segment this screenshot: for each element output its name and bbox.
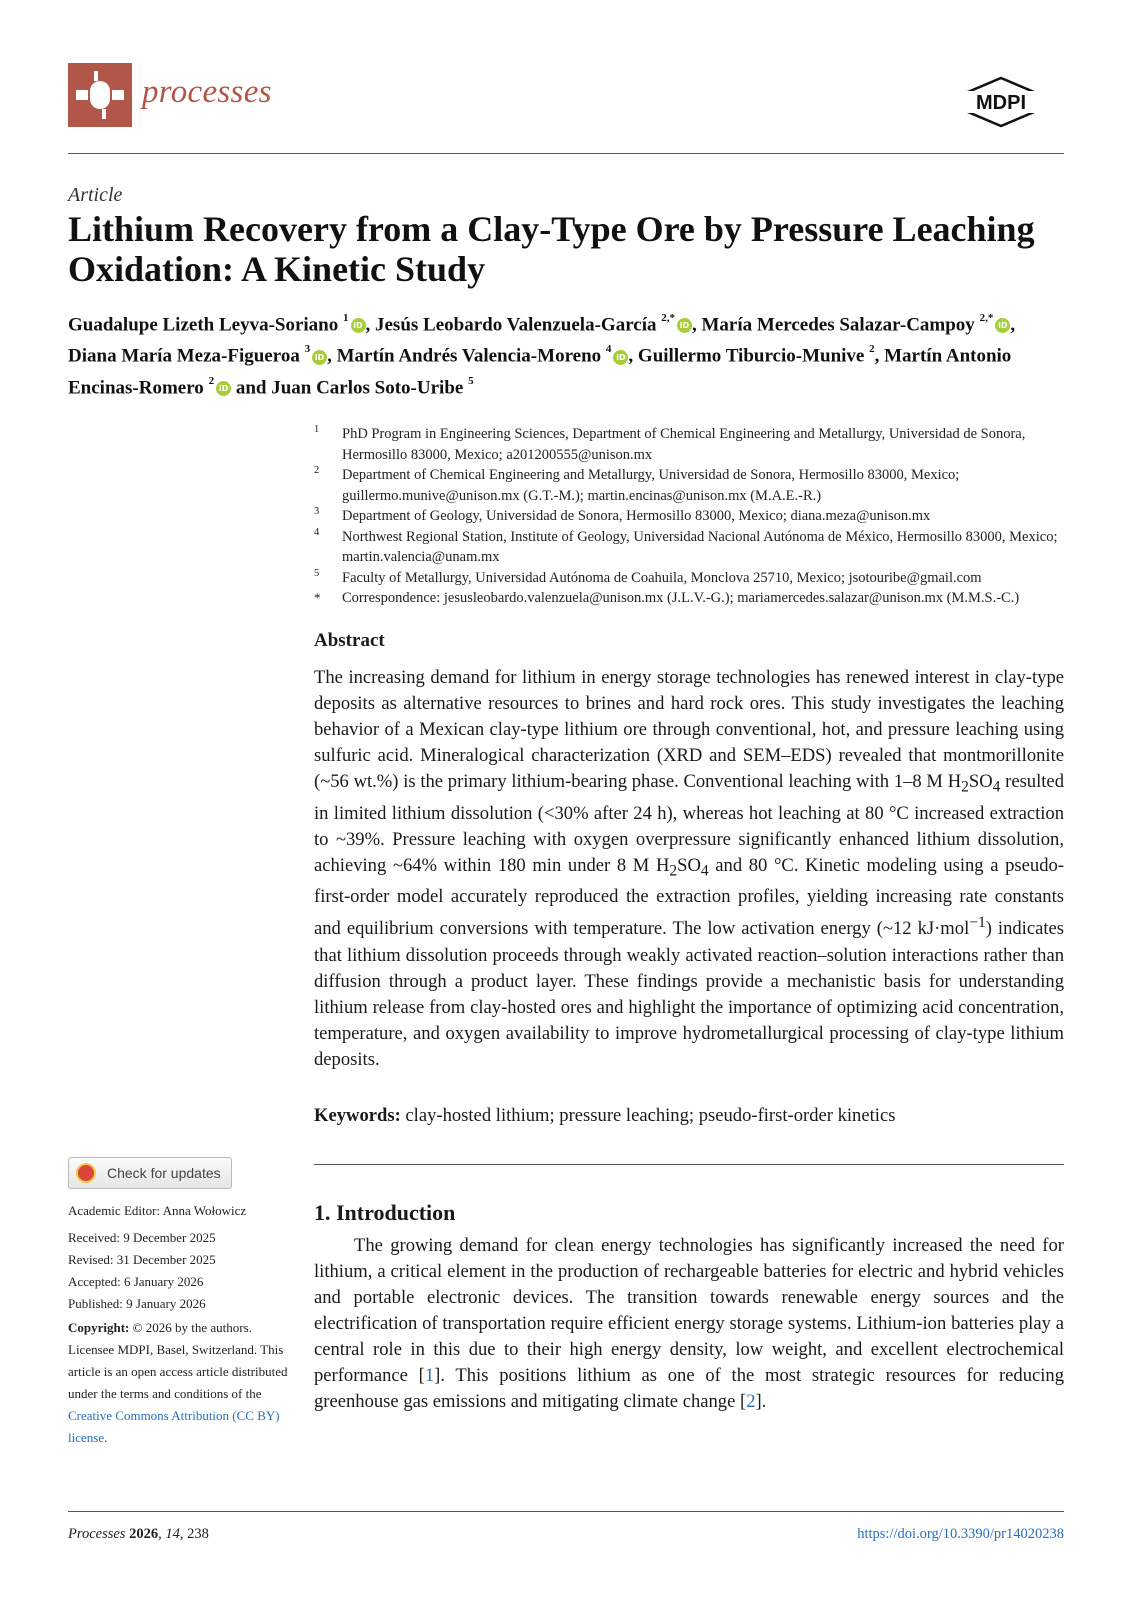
article-type: Article	[68, 184, 123, 206]
processes-logo-icon	[68, 63, 132, 127]
author-name: Guadalupe Lizeth Leyva-Soriano	[68, 314, 339, 336]
keywords	[314, 1103, 1064, 1129]
affiliation-text: PhD Program in Engineering Sciences, Department of Chemical Engineering and Metallurgy, Universidad de Sonora, Hermosillo 83000, Mexico; a201200555@unison.mx	[342, 426, 1026, 463]
author-name: Martín Antonio Encinas-Romero	[68, 345, 1012, 398]
article-title: Lithium Recovery from a Clay-Type Ore by Pressure Leaching Oxidation: A Kinetic Study	[68, 209, 1035, 289]
introduction-heading: 1. Introduction	[314, 1200, 456, 1225]
orcid-icon[interactable]: iD	[613, 350, 628, 365]
subscript: 4	[992, 778, 1001, 796]
affiliation-text: Department of Chemical Engineering and Metallurgy, Universidad de Sonora, Hermosillo 83000, Mexico; guillermo.munive@unison.mx (G.T.-M.); martin.encinas@unison.mx (M.A.E.-R.)	[342, 467, 960, 504]
affiliation-item	[314, 506, 1066, 527]
check-for-updates-button[interactable]	[68, 1157, 232, 1189]
author-name: Jesús Leobardo Valenzuela-García	[375, 314, 657, 336]
affiliation-item	[314, 527, 1066, 568]
affiliation-item	[314, 465, 1066, 506]
check-updates-label: Check for updates	[107, 1165, 221, 1181]
citation-link[interactable]: 2	[746, 1391, 756, 1412]
date-accepted: Accepted: 6 January 2026	[68, 1274, 204, 1289]
footer-divider	[68, 1511, 1064, 1512]
abstract-text: The increasing demand for lithium in energy storage technologies has renewed interest in clay-type deposits as alternative resources to brines and hard rock ores. This study investigates the leaching behavior of a Mexican clay-type lithium ore through conventional, hot, and pressure leaching using sulfuric acid. Mineralogical characterization (XRD and SEM–EDS) revealed that montmorillonite (~56 wt.%) is the primary lithium-bearing phase. Conventional leaching with 1–8 M $H_2SO_4$ resulted in limited lithium dissolution (<30% after 24 h), whereas hot leaching at 80 °C increased extraction to ~39%. Pressure leaching with oxygen overpressure significantly enhanced lithium dissolution, achieving ~64% within 180 min under 8 M $H_2SO_4$ and 80 °C. Kinetic modeling using a pseudo-first-order model accurately reproduced the extraction profiles, yielding increasing rate constants and equilibrium conversions with temperature. The low activation energy (~12 kJ·mol$^{-1}$) indicates that lithium dissolution proceeds through weakly activated reaction–solution interactions rather than diffusion through a product layer. These findings provide a mechanistic basis for understanding lithium release from clay-hosted ores and highlight the importance of optimizing acid concentration, temperature, and oxygen availability to improve hydrometallurgical processing of clay-type lithium deposits.	[314, 667, 1064, 1070]
affiliation-text: Northwest Regional Station, Institute of Geology, Universidad Nacional Autónoma de México, Hermosillo 83000, Mexico; martin.valencia@unam.mx	[342, 528, 1058, 565]
author-name: Guillermo Tiburcio-Munive	[637, 345, 865, 367]
author-name: Diana María Meza-Figueroa	[68, 345, 300, 367]
affiliation-text: Correspondence: jesusleobardo.valenzuela@unison.mx (J.L.V.-G.); mariamercedes.salazar@unison.mx (M.M.S.-C.)	[342, 590, 1020, 606]
affiliation-text: Faculty of Metallurgy, Universidad Autónoma de Coahuila, Monclova 25710, Mexico; jsotouribe@gmail.com	[342, 569, 982, 586]
footer-journal: Processes	[68, 1526, 126, 1542]
affiliation-mark: 3	[314, 506, 320, 517]
affiliation-mark: 5	[314, 567, 320, 579]
date-revised: Revised: 31 December 2025	[68, 1252, 216, 1267]
publication-dates	[68, 1227, 216, 1315]
orcid-icon[interactable]: iD	[351, 318, 366, 333]
copyright-notice	[68, 1317, 288, 1449]
date-received: Received: 9 December 2025	[68, 1230, 216, 1245]
journal-name: processes	[142, 74, 272, 110]
subscript: 2	[669, 862, 678, 880]
abstract-heading: Abstract	[314, 630, 385, 651]
orcid-icon[interactable]: iD	[677, 318, 692, 333]
affiliation-text: Department of Geology, Universidad de Sonora, Hermosillo 83000, Mexico; diana.meza@unison.mx	[342, 508, 931, 524]
author-affiliation-mark: 1	[343, 312, 349, 324]
orcid-icon[interactable]: iD	[995, 318, 1010, 333]
subscript: 4	[700, 862, 709, 880]
footer-page: 238	[187, 1526, 209, 1542]
keywords-label: Keywords:	[314, 1105, 401, 1126]
doi-link[interactable]: https://doi.org/10.3390/pr14020238	[857, 1526, 1064, 1542]
affiliation-item	[314, 588, 1066, 609]
academic-editor: Academic Editor: Anna Wołowicz	[68, 1203, 247, 1218]
author-affiliation-mark: 5	[468, 374, 474, 387]
author-name: María Mercedes Salazar-Campoy	[701, 314, 975, 336]
keywords-text: clay-hosted lithium; pressure leaching; pseudo-first-order kinetics	[405, 1105, 896, 1126]
author-affiliation-mark: 2	[869, 343, 875, 356]
citation-line: Processes 2026, 14, 238	[68, 1526, 209, 1542]
affiliation-mark: 4	[314, 526, 320, 538]
copyright-text: © 2026 by the authors. Licensee MDPI, Basel, Switzerland. This article is an open access article distributed under the terms and conditions of the	[68, 1320, 288, 1401]
superscript: −1	[969, 914, 986, 932]
affiliation-item	[314, 568, 1066, 589]
orcid-icon[interactable]: iD	[216, 381, 231, 396]
author-name: Martín Andrés Valencia-Moreno	[336, 345, 602, 367]
publisher-name: MDPI	[976, 92, 1026, 114]
header-divider	[68, 153, 1064, 154]
author-affiliation-mark: 4	[605, 343, 612, 356]
footer-year: 2026	[129, 1526, 159, 1542]
copyright-label: Copyright:	[68, 1320, 130, 1335]
author-affiliation-mark: 2,*	[661, 312, 675, 324]
author-affiliation-mark: 2,*	[979, 312, 994, 324]
affiliation-item	[314, 424, 1066, 465]
author-affiliation-mark: 2	[208, 374, 215, 387]
author-affiliation-mark: 3	[304, 343, 311, 356]
citation-link[interactable]: 1	[424, 1365, 435, 1386]
check-updates-icon	[76, 1163, 96, 1183]
affiliation-mark: *	[314, 590, 321, 605]
author-name: Juan Carlos Soto-Uribe	[271, 376, 464, 398]
footer-volume: 14	[165, 1526, 180, 1542]
section-divider	[314, 1164, 1064, 1165]
author-list: Guadalupe Lizeth Leyva-Soriano $^1$iD , Jesús Leobardo Valenzuela-García $^{2,*}$iD , María Mercedes Salazar-Campoy $^{2,*}$iD , Diana María Meza-Figueroa $^3$iD , Martín Andrés Valencia-Moreno $^4$iD , Guillermo Tiburcio-Munive $^2$, Martín Antonio Encinas-Romero $^2$iD and Juan Carlos Soto-Uribe $^5$	[68, 312, 1016, 398]
affiliation-mark: 1	[314, 424, 320, 435]
mdpi-logo	[960, 76, 1042, 128]
date-published: Published: 9 January 2026	[68, 1296, 206, 1311]
subscript: 2	[961, 778, 969, 796]
orcid-icon[interactable]: iD	[312, 350, 327, 365]
introduction-text: The growing demand for clean energy technologies has significantly increased the need for lithium, a critical element in the production of rechargeable batteries for electric and hybrid vehicles and portable electronic devices. The transition towards renewable energy sources and the electrification of transportation require efficient energy storage systems. Lithium-ion batteries play a central role in this due to their high energy density, low weight, and excellent electrochemical performance [1]. This positions lithium as one of the most strategic resources for reducing greenhouse gas emissions and mitigating climate change [2].	[314, 1235, 1065, 1412]
copyright-end: .	[104, 1430, 108, 1445]
license-link[interactable]: Creative Commons Attribution (CC BY) license	[68, 1408, 280, 1445]
affiliation-mark: 2	[314, 465, 320, 476]
affiliations	[314, 424, 1066, 609]
